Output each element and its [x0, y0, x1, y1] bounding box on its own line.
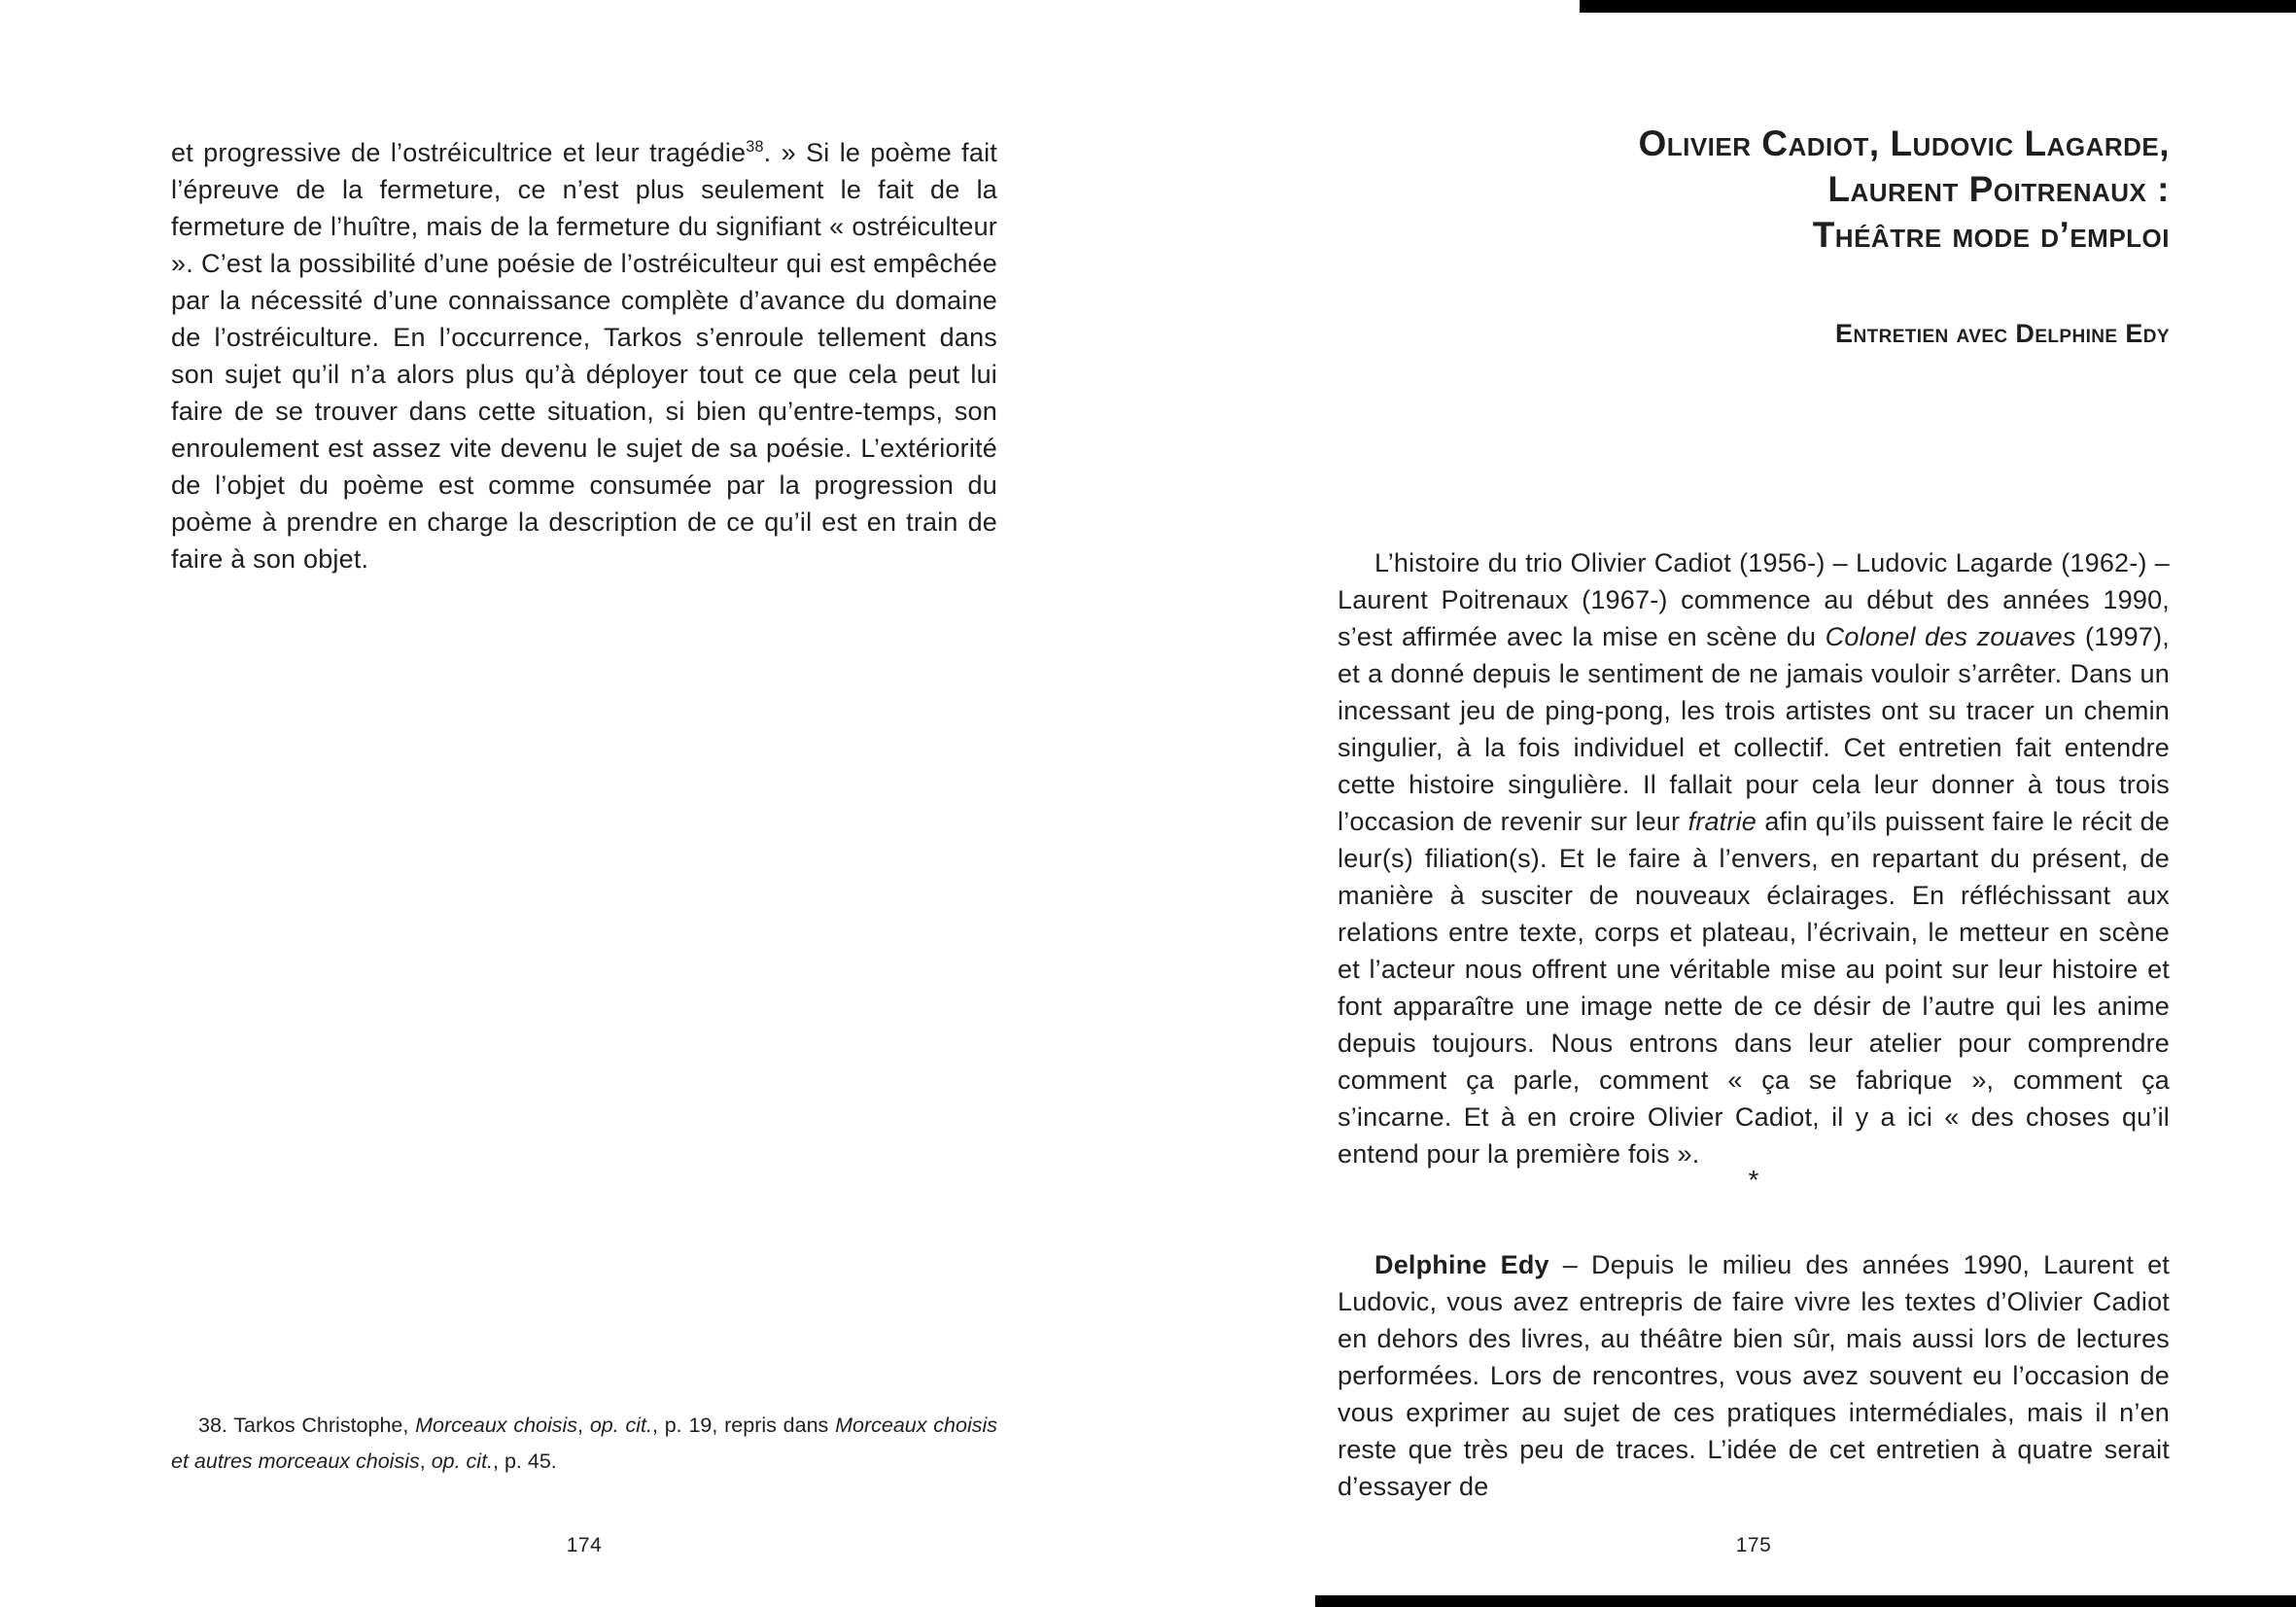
chapter-title-line-1: Olivier Cadiot, Ludovic Lagarde, — [1638, 123, 2170, 163]
chapter-title-line-3: Théâtre mode d’emploi — [1812, 215, 2170, 255]
chapter-title — [1338, 121, 2170, 258]
intro-paragraph: L’histoire du trio Olivier Cadiot (1956-) – Ludovic Lagarde (1962-) – Laurent Poitrenaux (1967-) commence au début des années 1990, s’est affirmée avec la mise en scène du Colonel des zouaves (1997), et a donné depuis le sentiment de ne jamais vouloir s’arrêter. Dans un incessant jeu de ping-pong, les trois artistes ont su tracer un chemin singulier, à la fois individuel et collectif. Cet entretien fait entendre cette histoire singulière. Il fallait pour cela leur donner à tous trois l’occasion de revenir sur leur fratrie afin qu’ils puissent faire le récit de leur(s) filiation(s). Et le faire à l’envers, en repartant du présent, de manière à susciter de nouveaux éclairages. En réfléchissant aux relations entre texte, corps et plateau, l’écrivain, le metteur en scène et l’acteur nous offrent une véritable mise au point sur leur histoire et font apparaître une image nette de ce désir de l’autre qui les anime depuis toujours. Nous entrons dans leur atelier pour comprendre comment ça parle, comment « ça se fabrique », comment ça s’incarne. Et à en croire Olivier Cadiot, il y a ici « des choses qu’il entend pour la première fois ». — [1338, 548, 2171, 1169]
asterisk-separator: * — [1748, 1165, 1759, 1195]
footnote: 38. Tarkos Christophe, Morceaux choisis, op. cit., p. 19, repris dans Morceaux choisis et autres morceaux choisis, op. cit., p. 45. — [171, 1414, 997, 1473]
chapter-title-line-2: Laurent Poitrenaux : — [1827, 169, 2170, 209]
page-number-right: 175 — [1735, 1534, 1772, 1556]
left-body-paragraph: et progressive de l’ostréicultrice et leur tragédie$^{38}$. » Si le poème fait l’épreuve de la fermeture, ce n’est plus seulement le fait de la fermeture de l’huître, mais de la fermeture du signifiant « ostréiculteur ». C’est la possibilité d’une poésie de l’ostréiculteur qui est empêchée par la nécessité d’une connaissance complète d’avance du domaine de l’ostréiculture. En l’occurrence, Tarkos s’enroule tellement dans son sujet qu’il n’a alors plus qu’à déployer tout ce que cela peut lui faire de se trouver dans cette situation, si bien qu’entre-temps, son enroulement est assez vite devenu le sujet de sa poésie. L’extériorité de l’objet du poème est comme consumée par la progression du poème à prendre en charge la description de ce qu’il est en train de faire à son objet. — [171, 138, 997, 574]
page-number-left: 174 — [566, 1534, 603, 1556]
scan-artifact-bottom — [1315, 1595, 2296, 1607]
chapter-subtitle: Entretien avec Delphine Edy — [1835, 319, 2170, 348]
interview-paragraph: Delphine Edy – Depuis le milieu des années 1990, Laurent et Ludovic, vous avez entrepris de faire vivre les textes d’Olivier Cadiot en dehors des livres, au théâtre bien sûr, mais aussi lors de lectures performées. Lors de rencontres, vous avez souvent eu l’occasion de vous exprimer au sujet de ces pratiques intermédiales, mais il n’en reste que très peu de traces. L’idée de cet entretien à quatre serait d’essayer de — [1338, 1250, 2170, 1501]
scan-artifact-top — [1580, 0, 2296, 13]
